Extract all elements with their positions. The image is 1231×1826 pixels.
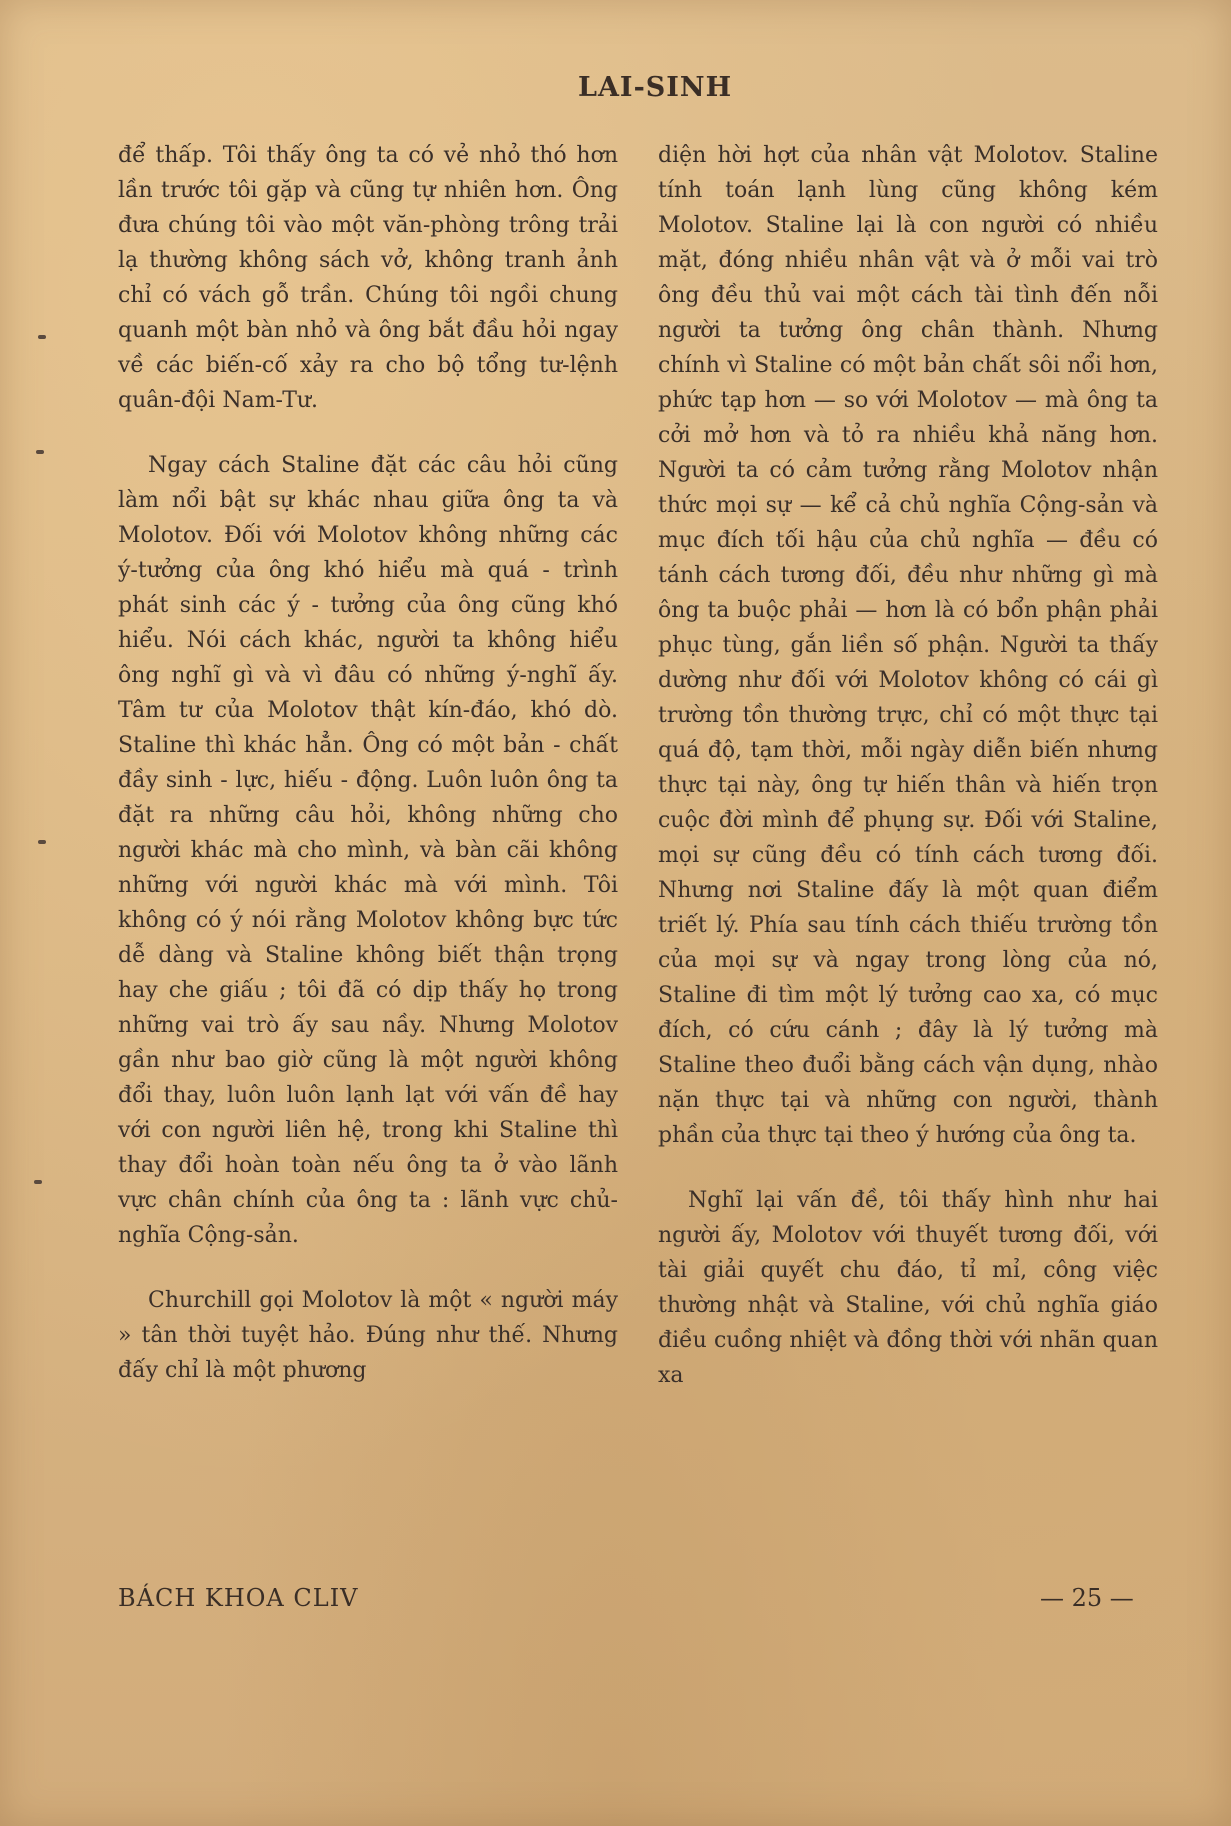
paragraph: Nghĩ lại vấn đề, tôi thấy hình như hai người ấy, Molotov với thuyết tương đối, với tài giải quyết chu đáo, tỉ mỉ, công việc thường nhật và Staline, với chủ nghĩa giáo điều cuồng nhiệt và đồng thời với nhãn quan xa	[658, 1188, 1158, 1388]
paper-speck	[38, 840, 46, 844]
paragraph: diện hời hợt của nhân vật Molotov. Staline tính toán lạnh lùng cũng không kém Molotov. Staline lại là con người có nhiều mặt, đóng nhiều nhân vật và ở mỗi vai trò ông đều thủ vai một cách tài tình đến nỗi người ta tưởng ông chân thành. Nhưng chính vì Staline có một bản chất sôi nổi hơn, phức tạp hơn — so với Molotov — mà ông ta cởi mở hơn và tỏ ra nhiều khả năng hơn. Người ta có cảm tưởng rằng Molotov nhận thức mọi sự — kể cả chủ nghĩa Cộng-sản và mục đích tối hậu của chủ nghĩa — đều có tánh cách tương đối, đều như những gì mà ông ta buộc phải — hơn là có bổn phận phải phục tùng, gắn liền số phận. Người ta thấy dường như đối với Molotov không có cái gì trường tồn thường trực, chỉ có một thực tại quá độ, tạm thời, mỗi ngày diễn biến nhưng thực tại này, ông tự hiến thân và hiến trọn cuộc đời mình để phụng sự. Đối với Staline, mọi sự cũng đều có tính cách tương đối. Nhưng nơi Staline đấy là một quan điểm triết lý. Phía sau tính cách thiếu trường tồn của mọi sự và ngay trong lòng của nó, Staline đi tìm một lý tưởng cao xa, có mục đích, có cứu cánh ; đây là lý tưởng mà Staline theo đuổi bằng cách vận dụng, nhào nặn thực tại và những con người, thành phần của thực tại theo ý hướng của ông ta.	[658, 143, 1158, 1148]
paper-speck	[36, 450, 44, 454]
page-number: — 25 —	[1040, 1584, 1134, 1612]
paper-speck	[34, 1180, 42, 1184]
paper-speck	[38, 335, 46, 339]
left-column	[118, 138, 618, 1418]
paragraph: Ngay cách Staline đặt các câu hỏi cũng làm nổi bật sự khác nhau giữa ông ta và Molotov. Đối với Molotov không những các ý-tưởng của ông khó hiểu mà quá - trình phát sinh các ý - tưởng của ông cũng khó hiểu. Nói cách khác, người ta không hiểu ông nghĩ gì và vì đâu có những ý-nghĩ ấy. Tâm tư của Molotov thật kín-đáo, khó dò. Staline thì khác hẳn. Ông có một bản - chất đầy sinh - lực, hiếu - động. Luôn luôn ông ta đặt ra những câu hỏi, không những cho người khác mà cho mình, và bàn cãi không những với người khác mà với mình. Tôi không có ý nói rằng Molotov không bực tức dễ dàng và Staline không biết thận trọng hay che giấu ; tôi đã có dịp thấy họ trong những vai trò ấy sau nầy. Nhưng Molotov gần như bao giờ cũng là một người không đổi thay, luôn luôn lạnh lạt với vấn đề hay với con người liên hệ, trong khi Staline thì thay đổi hoàn toàn nếu ông ta ở vào lãnh vực chân chính của ông ta : lãnh vực chủ-nghĩa Cộng-sản.	[118, 453, 618, 1248]
right-column	[658, 138, 1158, 1423]
running-title: LAI-SINH	[578, 72, 733, 103]
paragraph: để thấp. Tôi thấy ông ta có vẻ nhỏ thó hơn lần trước tôi gặp và cũng tự nhiên hơn. Ông đưa chúng tôi vào một văn-phòng trông trải lạ thường không sách vở, không tranh ảnh chỉ có vách gỗ trần. Chúng tôi ngồi chung quanh một bàn nhỏ và ông bắt đầu hỏi ngay về các biến-cố xảy ra cho bộ tổng tư-lệnh quân-đội Nam-Tư.	[118, 143, 618, 413]
publication-footer: BÁCH KHOA CLIV	[118, 1584, 359, 1612]
paragraph: Churchill gọi Molotov là một « người máy » tân thời tuyệt hảo. Đúng như thế. Nhưng đấy chỉ là một phương	[118, 1288, 618, 1383]
